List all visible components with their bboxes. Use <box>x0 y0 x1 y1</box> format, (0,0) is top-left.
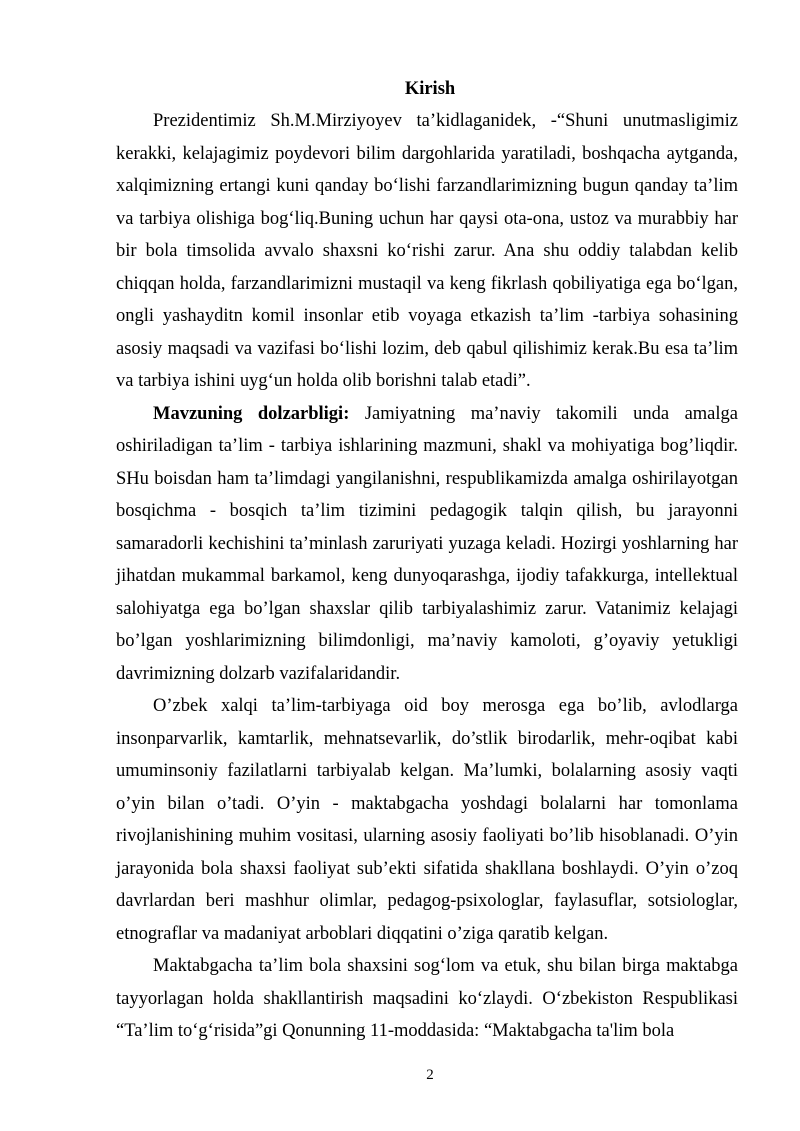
paragraph-text: Maktabgacha ta’lim bola shaxsini sog‘lom va etuk, shu bilan birga maktabga tayyorlagan holda shakllantirish maqsadini ko‘zlaydi. O‘zbekiston Respublikasi “Ta’lim to‘g‘risida”gi Qonunning 11-moddasida: “Maktabgacha ta'lim bola <box>116 956 738 1041</box>
section-title: Kirish <box>404 79 456 99</box>
paragraph-intro <box>116 105 738 398</box>
paragraph-text: Jamiyatning ma’naviy takomili unda amalga oshiriladigan ta’lim - tarbiya ishlarining mazmuni, shakl va mohiyatiga bog’liqdir. SHu boisdan ham ta’limdagi yangilanishni, respublikamizda amalga oshirilayotgan bosqichma - bosqich ta’lim tizimini pedagogik talqin qilish, bu jarayonni samaradorli kechishini ta’minlash zaruriyati yuzaga keladi. Hozirgi yoshlarning har jihatdan mukammal barkamol, keng dunyoqarashga, ijodiy tafakkurga, intellektual salohiyatga ega bo’lgan shaxslar qilib tarbiyalashimiz zarur. Vatanimiz kelajagi bo’lgan yoshlarimizning bilimdonligi, ma’naviy kamoloti, g’oyaviy yetukligi davrimizning dolzarb vazifalaridandir. <box>116 403 738 684</box>
paragraph-heritage <box>116 690 738 950</box>
paragraph-text: Prezidentimiz Sh.M.Mirziyoyev ta’kidlaganidek, -“Shuni unutmasligimiz kerakki, kelajagimiz poydevori bilim dargohlarida yaratiladi, boshqacha aytganda, xalqimizning ertangi kuni qanday bo‘lishi farzandlarimizning bugun qanday ta’lim va tarbiya olishiga bog‘liq.Buning uchun har qaysi ota-ona, ustoz va murabbiy har bir bola timsolida avvalo shaxsni ko‘rishi zarur. Ana shu oddiy talabdan kelib chiqqan holda, farzandlarimizni mustaqil va keng fikrlash qobiliyatiga ega bo‘lgan, ongli yashayditn komil insonlar etib voyaga etkazish ta’lim -tarbiya sohasining asosiy maqsadi va vazifasi bo‘lishi lozim, deb qabul qilishimiz kerak.Bu esa ta’lim va tarbiya ishini uyg‘un holda olib borishni talab etadi”. <box>116 111 738 391</box>
paragraph-relevance <box>116 398 738 691</box>
body-text <box>116 105 738 1048</box>
paragraph-preschool <box>116 950 738 1048</box>
paragraph-text: O’zbek xalqi ta’lim-tarbiyaga oid boy merosga ega bo’lib, avlodlarga insonparvarlik, kamtarlik, mehnatsevarlik, do’stlik birodarlik, mehr-oqibat kabi umuminsoniy fazilatlarni tarbiyalab kelgan. Ma’lumki, bolalarning asosiy vaqti o’yin bilan o’tadi. O’yin - maktabgacha yoshdagi bolalarni har tomonlama rivojlanishining muhim vositasi, ularning asosiy faoliyati bo’lib hisoblanadi. O’yin jarayonida bola shaxsi faoliyat sub’ekti sifatida shakllana boshlaydi. O’yin o’zoq davrlardan beri mashhur olimlar, pedagog-psixologlar, faylasuflar, sotsiologlar, etnograflar va madaniyat arboblari diqqatini o’ziga qaratib kelgan. <box>116 696 738 944</box>
paragraph-lead: Mavzuning dolzarbligi: <box>153 403 350 424</box>
page-number: 2 <box>426 1067 434 1083</box>
